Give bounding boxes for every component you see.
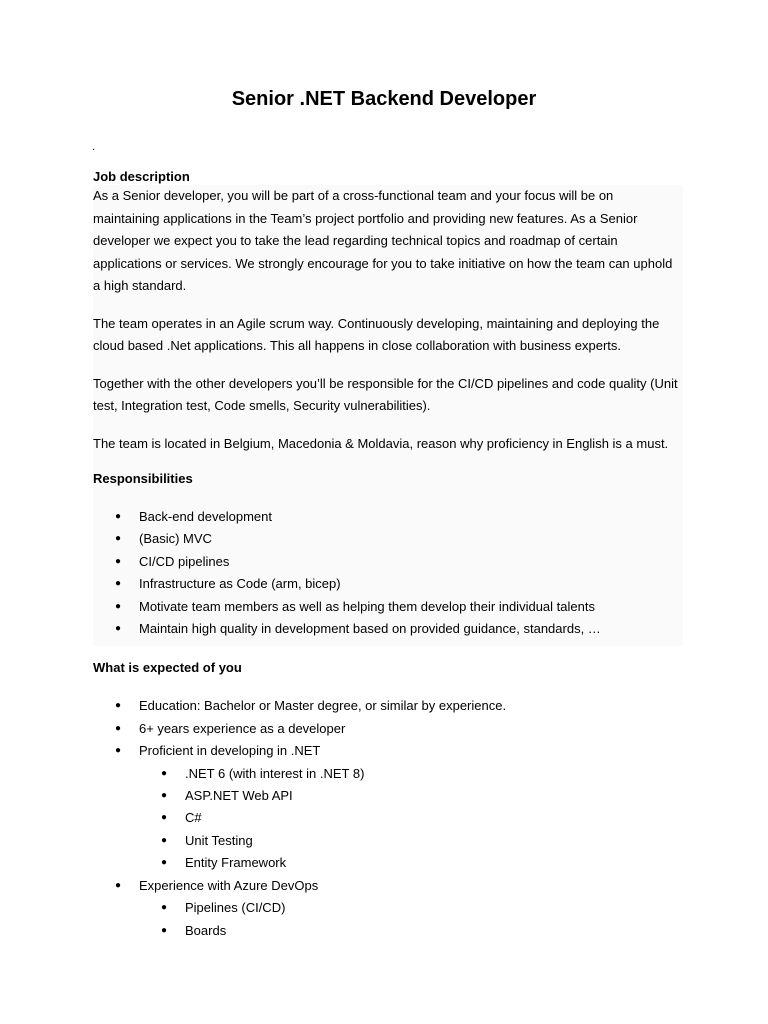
list-item (93, 596, 683, 618)
list-item (93, 718, 683, 740)
job-description-section (93, 185, 683, 646)
page-title: Senior .NET Backend Developer (231, 88, 537, 110)
list-item-text: Infrastructure as Code (arm, bicep) (139, 576, 341, 592)
expected-heading: What is expected of you (93, 660, 242, 676)
bullet-icon: ● (161, 790, 168, 802)
bullet-icon: ● (161, 857, 168, 869)
sub-list-item (93, 785, 683, 807)
job-description-paragraph: As a Senior developer, you will be part of a cross-functional team and your focus will be on maintaining applications in the Team’s project portfolio and providing new features. As a Senior developer we expect you to take the lead regarding technical topics and roadmap of certain applications or services. We strongly encourage for you to take initiative on how the team can uphold a high standard. (93, 188, 673, 293)
bullet-icon: ● (115, 578, 122, 590)
bullet-icon: ● (115, 700, 122, 712)
responsibilities-heading: Responsibilities (93, 471, 193, 486)
list-item (93, 695, 683, 717)
list-item (93, 618, 683, 640)
list-item-text: Maintain high quality in development based on provided guidance, standards, … (139, 621, 601, 637)
sub-list-item (93, 763, 683, 785)
list-item (93, 573, 683, 595)
list-item-text: Education: Bachelor or Master degree, or similar by experience. (139, 698, 507, 714)
sub-list-item (93, 897, 683, 919)
expected-list-block (93, 678, 683, 947)
sub-list-item (93, 807, 683, 829)
list-item-text: Experience with Azure DevOps (139, 877, 319, 893)
list-item-text: Motivate team members as well as helping them develop their individual talents (139, 598, 595, 614)
list-item (93, 506, 683, 528)
list-item-text: (Basic) MVC (139, 531, 212, 547)
list-item-text: C# (185, 810, 202, 826)
bullet-icon: ● (161, 902, 168, 914)
bullet-icon: ● (115, 600, 122, 612)
expected-list (93, 695, 683, 941)
bullet-icon: ● (115, 722, 122, 734)
list-item (93, 740, 683, 762)
bullet-icon: ● (161, 834, 168, 846)
document-body (93, 169, 683, 948)
job-description-heading: Job description (93, 169, 190, 184)
job-description-paragraph: The team operates in an Agile scrum way. Continuously developing, maintaining and deploying the cloud based .Net applications. This all happens in close collaboration with business experts. (93, 315, 660, 353)
job-description-paragraph: Together with the other developers you’ll be responsible for the CI/CD pipelines and code quality (Unit test, Integration test, Code smells, Security vulnerabilities). (93, 375, 678, 413)
responsibilities-list-block (93, 489, 683, 646)
bullet-icon: ● (161, 924, 168, 936)
responsibilities-list (93, 506, 683, 640)
list-item (93, 528, 683, 550)
list-item (93, 875, 683, 897)
bullet-icon: ● (115, 623, 122, 635)
list-item-text: CI/CD pipelines (139, 553, 230, 569)
list-item-text: Unit Testing (185, 832, 253, 848)
bullet-icon: ● (115, 879, 122, 891)
list-item-text: Boards (185, 922, 227, 938)
bullet-icon: ● (115, 533, 122, 545)
sub-list-item (93, 852, 683, 874)
list-item-text: Back-end development (139, 509, 272, 524)
job-description-paragraph: The team is located in Belgium, Macedonia & Moldavia, reason why proficiency in English is a must. (93, 435, 669, 451)
list-item-text: Entity Framework (185, 855, 287, 871)
stray-mark: . (92, 141, 96, 153)
bullet-icon: ● (115, 745, 122, 757)
bullet-icon: ● (115, 555, 122, 567)
list-item-text: ASP.NET Web API (185, 788, 293, 804)
sub-list-item (93, 830, 683, 852)
list-item (93, 551, 683, 573)
list-item-text: Proficient in developing in .NET (139, 743, 321, 759)
list-item-text: 6+ years experience as a developer (139, 720, 346, 736)
bullet-icon: ● (161, 812, 168, 824)
list-item-text: Pipelines (CI/CD) (185, 900, 286, 916)
bullet-icon: ● (161, 767, 168, 779)
sub-list-item (93, 920, 683, 942)
bullet-icon: ● (115, 511, 122, 522)
list-item-text: .NET 6 (with interest in .NET 8) (185, 765, 365, 781)
